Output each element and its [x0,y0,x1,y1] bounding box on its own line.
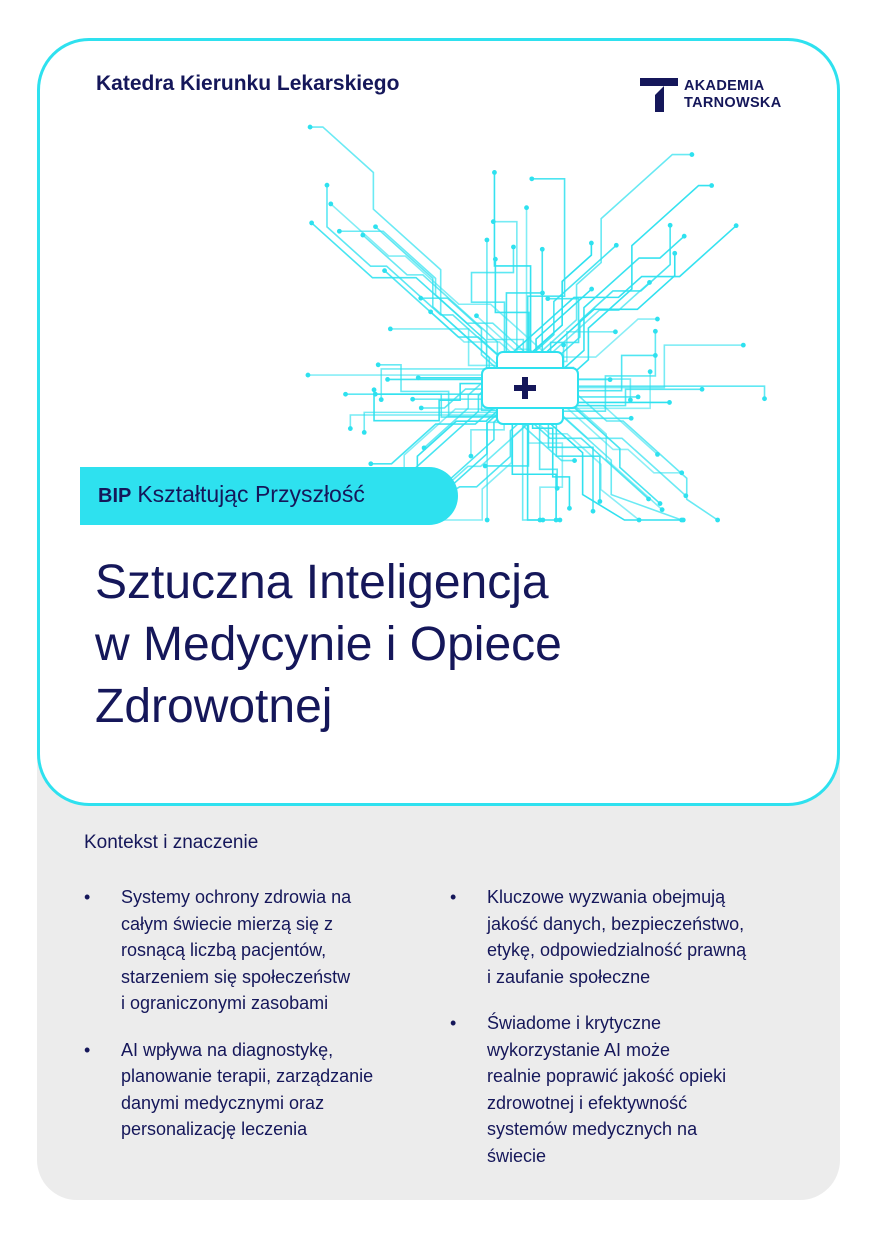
department-name: Katedra Kierunku Lekarskiego [96,72,400,95]
title-line-1: Sztuczna Inteligencja [95,556,549,609]
bullet-column-right [450,884,770,1189]
bullet-text-line: wykorzystanie AI może [487,1039,671,1060]
bullet-text-line: realnie poprawić jakość opieki [487,1066,727,1086]
bullet-item [450,1010,770,1169]
bullet-text-line: świecie [487,1145,547,1166]
circuit-cross-illustration [230,90,830,530]
bullet-text-line: i ograniczonymi zasobami [121,993,329,1013]
bullet-text-line: planowanie terapii, zarządzanie [121,1066,374,1086]
bip-badge [80,467,458,525]
bullet-text-line: jakość danych, bezpieczeństwo, [487,913,745,934]
badge-text: Kształtując Przyszłość [137,481,365,507]
bullet-text-line: danymi medycznymi oraz [121,1092,325,1113]
bullet-icon: • [450,887,457,907]
bullet-text-line: i zaufanie społeczne [487,966,651,987]
logo-line2: TARNOWSKA [684,95,782,111]
title-line-2: w Medycynie i Opiece [95,618,562,671]
bullet-text-line: Świadome i krytyczne [487,1013,662,1033]
bullet-text-line: AI wpływa na diagnostykę, [121,1039,334,1060]
logo-line1: AKADEMIA [684,78,765,94]
bullet-icon: • [450,1013,457,1033]
bullet-item [450,884,770,990]
bullet-text-line: Systemy ochrony zdrowia na [121,887,352,907]
bullet-item [84,884,404,1017]
bullet-text-line: systemów medycznych na [487,1119,698,1139]
bullet-text-line: całym świecie mierzą się z [121,913,334,934]
page-title [95,552,795,738]
bullet-text-line: zdrowotnej i efektywność [487,1092,688,1113]
bullet-text-line: rosnącą liczbą pacjentów, [121,940,327,960]
bullet-icon: • [84,887,91,907]
bullet-icon: • [84,1039,91,1060]
bullet-item [84,1037,404,1143]
title-line-3: Zdrowotnej [95,680,333,733]
bullet-column-left [84,884,404,1163]
bullet-text-line: etykę, odpowiedzialność prawną [487,940,747,960]
bullet-text-line: starzeniem się społeczeństw [121,966,351,987]
bip-label: BIP [98,485,132,507]
bullet-text-line: Kluczowe wyzwania obejmują [487,887,726,907]
section-heading: Kontekst i znaczenie [84,832,259,853]
bullet-text-line: personalizację leczenia [121,1119,308,1139]
